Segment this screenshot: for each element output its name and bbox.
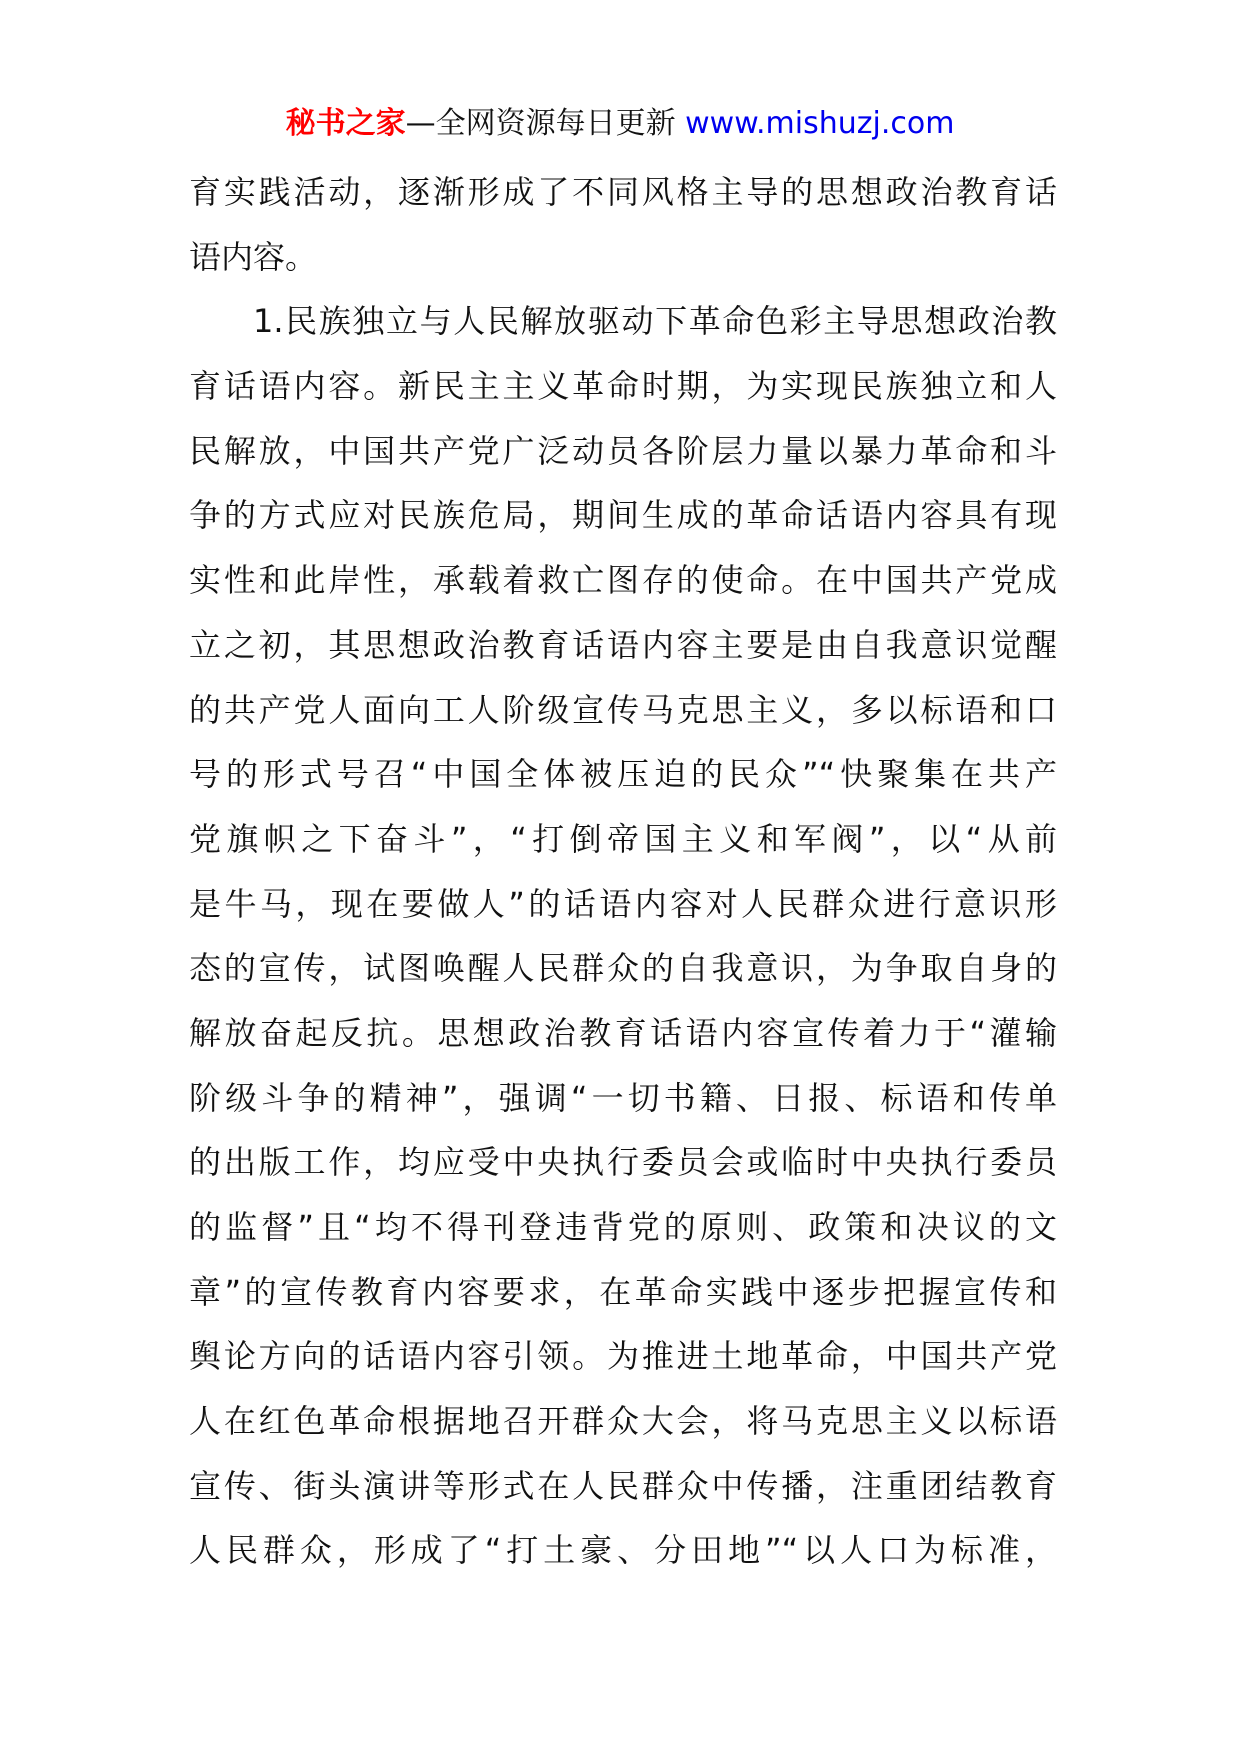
text-line: 的监督”且“均不得刊登违背党的原则、政策和决议的文 [189,1208,1057,1246]
text-line: 态的宣传，试图唤醒人民群众的自我意识，为争取自身的 [189,949,1057,988]
text-line: 人在红色革命根据地召开群众大会，将马克思主义以标语 [189,1402,1057,1441]
text-line: 的共产党人面向工人阶级宣传马克思主义，多以标语和口 [189,690,1057,729]
text-line: 是牛马，现在要做人”的话语内容对人民群众进行意识形 [189,884,1057,923]
watermark-brand: 秘书之家 [285,106,406,141]
text-line: 民解放，中国共产党广泛动员各阶层力量以暴力革命和斗 [189,431,1057,470]
text-line: 立之初，其思想政治教育话语内容主要是由自我意识觉醒 [189,625,1057,664]
text-line: 宣传、街头演讲等形式在人民群众中传播，注重团结教育 [189,1466,1057,1505]
text-line: 的出版工作，均应受中央执行委员会或临时中央执行委员 [189,1143,1057,1182]
text-line: 章”的宣传教育内容要求，在革命实践中逐步把握宣传和 [189,1272,1057,1311]
text-line: 育实践活动，逐渐形成了不同风格主导的思想政治教育话 [189,173,1057,211]
text-line: 语内容。 [189,237,318,276]
text-line: 舆论方向的话语内容引领。为推进土地革命，中国共产党 [189,1337,1057,1376]
text-line: 争的方式应对民族危局，期间生成的革命话语内容具有现 [189,496,1057,535]
text-line: 育话语内容。新民主主义革命时期，为实现民族独立和人 [189,367,1057,406]
watermark-description: —全网资源每日更新 [405,106,686,141]
text-line: 党旗帜之下奋斗”，“打倒帝国主义和军阀”，以“从前 [189,819,1057,858]
text-line: 实性和此岸性，承载着救亡图存的使命。在中国共产党成 [189,561,1057,600]
text-line: 解放奋起反抗。思想政治教育话语内容宣传着力于“灌输 [189,1013,1057,1052]
section-heading-line: 1.民族独立与人民解放驱动下革命色彩主导思想政治教 [253,302,1057,341]
text-line: 阶级斗争的精神”，强调“一切书籍、日报、标语和传单 [189,1078,1057,1117]
document-body [189,160,1057,1583]
site-watermark-header [0,102,1240,146]
text-line: 人民群众，形成了“打土豪、分田地”“以人口为标准， [189,1531,1057,1570]
watermark-url-link[interactable]: www.mishuzj.com [685,106,955,141]
text-line: 号的形式号召“中国全体被压迫的民众”“快聚集在共产 [189,755,1057,794]
